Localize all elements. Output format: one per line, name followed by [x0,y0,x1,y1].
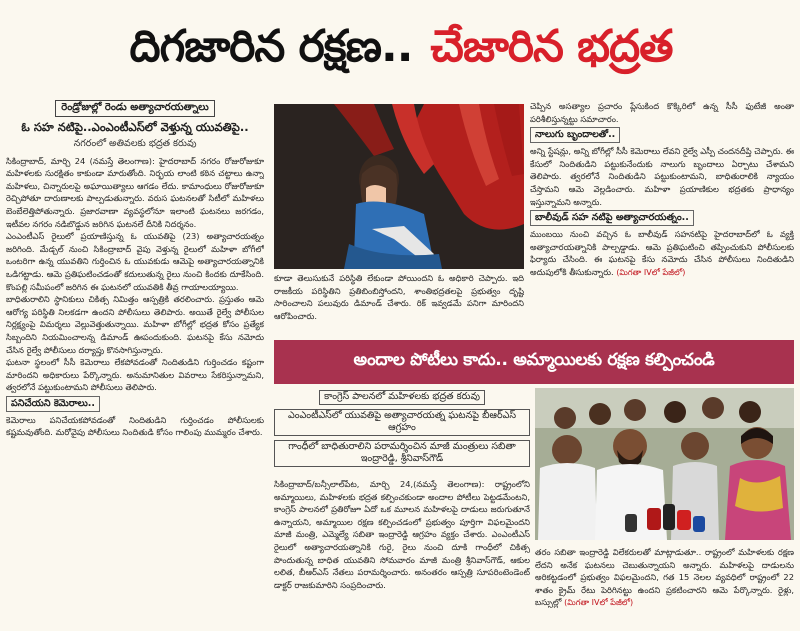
story-decks [274,390,530,472]
right-article [530,100,794,338]
headline [6,4,796,100]
deck-line: కాంగ్రెస్ పాలనలో మహిళలకు భద్రత కరువు [274,390,530,405]
headline-part1: దిగజారిన రక్షణ.. [129,21,413,72]
left-closing: కెమెరాలు పనిచేయకపోవడంతో నిందితుడిని గుర్తించడం పోలీసులకు కష్టమవుతోంది. మరోవైపు పోలీసులు నిందితుడి కోసం గాలింపు ముమ్మరం చేశారు. [6,414,264,438]
left-kicker [6,100,264,151]
rightbottom-text: తరం సబితా ఇంద్రారెడ్డి విలేకరులతో మాట్లాడుతూ.. రాష్ట్రంలో మహిళలకు రక్షణ లేదని అనేక ఘటనలు చెబుతున్నాయని అన్నారు. మహిళలపై దాడులను అరికట్టడంలో ప్రభుత్వం విఫలమైందని, గత 15 నెలల వ్యవధిలో రాష్ట్రంలో 22 శాతం క్రైమ్ రేటు పెరిగినట్టు ఉందని ప్రకటించారని ఆమె పేర్కొన్నారు. రైళ్లు, బస్సుల్లో [535,547,794,608]
right-subhead: బాలీవుడ్ సహ నటిపై అత్యాచారయత్నం.. [530,210,794,226]
right-paragraph: అన్ని స్టేషన్లు, అన్ని బోగీల్లో సీసీ కెమెరాలు లేవని రైల్వే ఎస్పీ చందనదీప్తి చెప్పారు. ఈ కేసులో నిందితుడిని పట్టుకునేందుకు నాలుగు బృందాలు ఏర్పాటు చేశామని తెలిపారు. త్వరలోనే నిందితుడిని పట్టుకుంటామని, బాధితురాలికి న్యాయం చేస్తామని ఆమె వెల్లడించారు. మహిళా ప్రయాణికుల భద్రతకు ప్రాధాన్యం ఇస్తున్నామని అన్నారు. [530,146,794,207]
continued-tag: (మిగతా IVలో పేజీలో) [616,267,686,277]
left-paragraph: ఘటనా స్థలంలో సీసీ కెమెరాలు లేకపోవడంతో నిందితుడిని గుర్తించడం కష్టంగా మారిందని అధికారులు పేర్కొన్నారు. అనుమానితుల వివరాలు సేకరిస్తున్నామని, త్వరలోనే పట్టుకుంటామని పోలీసులు తెలిపారు. [6,357,264,393]
midbottom-text: సికింద్రాబాద్/బన్సీలాల్‌పేట, మార్చి 24,(నమస్తే తెలంగాణ): రాష్ట్రంలోని అమ్మాయిలు, మహిళలకు భద్రత కల్పించకుండా అందాల పోటీలు పెట్టడమేంటని, కాంగ్రెస్ పాలనలో ప్రతిరోజూ ఏదో ఒక మూలన మహిళలపై దాడులు జరుగుతూనే ఉన్నాయని, అమ్మాయిల రక్షణ కల్పించడంలో ప్రభుత్వం పూర్తిగా విఫలమైందని మాజీ మంత్రి, ఎమ్మెల్యే సబితా ఇంద్రారెడ్డి ఆగ్రహం వ్యక్తం చేశారు. ఎంఎంటీఎస్ రైలులో అత్యాచారయత్నానికి గురై, రైలు నుంచి దూకి గాంధీలో చికిత్స పొందుతున్న బాధిత యువతిని సోమవారం మాజీ మంత్రి శ్రీనివాస్‌గౌడ్, ఆకుల లలిత, బీఆర్ఎస్ నేతలు పరామర్శించారు. అనంతరం ఆస్పత్రి సూపరింటెండెంట్ డాక్టర్ రాజకుమారిని సంప్రదించారు. [274,479,530,590]
left-paragraph: బాధితురాలిని స్థానికులు చికిత్స నిమిత్తం ఆస్పత్రికి తరలించారు. ప్రస్తుతం ఆమె ఆరోగ్య పరిస్థితి నిలకడగా ఉందని పోలీసులు తెలిపారు. అయితే రైల్వే పోలీసుల నిర్లక్ష్యంపై విమర్శలు వెల్లువెత్తుతున్నాయి. మహిళా బోగీల్లో భద్రత కోసం ప్రత్యేక సిబ్బందిని నియమించాలన్న డిమాండ్ ఊపందుకుంది. ఘటనపై కేసు నమోదు చేసిన రైల్వే పోలీసులు దర్యాప్తు కొనసాగిస్తున్నారు. [6,294,264,355]
section-banner [274,340,794,384]
continued-tag: (మిగతా IVలో పేజీలో) [564,598,634,608]
kicker-sub: నగరంలో అతివలకు భద్రత కరువు [73,137,197,149]
press-conference-photo-icon [535,388,794,540]
left-paragraph: సికింద్రాబాద్, మార్చి 24 (నమస్తే తెలంగాణ): హైదరాబాద్ నగరం రోజురోజుకూ మహిళలకు సురక్షితం కాకుండా మారుతోంది. నిర్భయ లాంటి కఠిన చట్టాలు ఉన్నా మహిళలు, చిన్నారులపై అఘాయిత్యాలు ఆగడం లేదు. కామాంధులు రోజురోజుకూ రెచ్చిపోతూ దారుణాలకు పాల్పడుతున్నారు. వరుస ఘటనలతో సిటీలో మహిళలు బెంబేలెత్తిపోతున్నారు. ప్రజారవాణా వ్యవస్థలోనూ ఇలాంటి ఘటనలు జరగడం, ఇటీవల నగరం నడిబొడ్డున జరిగిన ఘటనలే దీనికి నిదర్శనం. [6,155,264,229]
rightbottom-article [535,546,794,628]
right-paragraph: ముంబయి నుంచి వచ్చిన ఓ బాలీవుడ్ సహనటిపై హైదరాబాద్‌లో ఓ వ్యక్తి అత్యాచారయత్నానికి పాల్పడ్డాడు. ఆమె ప్రతిఘటించి తప్పించుకుని పోలీసులకు ఫిర్యాదు చేసింది. ఈ ఘటనపై కేసు నమోదు చేసిన పోలీసులు నిందితుడిని అదుపులోకి తీసుకున్నారు. (మిగతా IVలో పేజీలో) [530,229,794,277]
left-paragraph: ఎంఎంటీఎస్ రైలులో ప్రయాణిస్తున్న ఓ యువతిపై (23) అత్యాచారయత్నం జరిగింది. మేడ్చల్ నుంచి సికింద్రాబాద్ వైపు వెళ్తున్న రైలులో మహిళా బోగీలో ఒంటరిగా ఉన్న యువతిని గుర్తించిన ఓ యువకుడు ఆమెపై అత్యాచారయత్నానికి ఒడిగట్టాడు. ఆమె ప్రతిఘటించడంతో కదులుతున్న రైలు నుంచి కిందకు దూకేసింది. కొంపల్లి సమీపంలో జరిగిన ఈ ఘటనలో యువతికి తీవ్ర గాయాలయ్యాయి. [6,231,264,292]
deck-line: గాంధీలో బాధితురాలిని పరామర్శించిన మాజీ మంత్రులు సబితా ఇంద్రారెడ్డి, శ్రీనివాస్‌గౌడ్ [274,440,530,467]
midtop-text: కూడా తెలుసుకునే పరిస్థితి లేకుండా పోయిందని ఓ అధికారి చెప్పారు. ఇది రాజకీయ పరిస్థితిని ప్రతిబింబిస్తోందని, శాంతిభద్రతలపై ప్రభుత్వం దృష్టి సారించాలని పలువురు డిమాండ్ చేశారు. రిక్ ఇవ్వడమే పనిగా మారిందని ఆరోపించారు. [274,273,524,321]
victim-silhouette-illustration-icon [274,104,524,269]
right-subhead: నాలుగు బృందాలతో.. [530,127,794,143]
kicker-boxed: రెండ్రోజుల్లో రెండు అత్యాచారయత్నాలు [55,100,214,117]
banner-title: అందాల పోటీలు కాదు.. అమ్మాయిలకు రక్షణ కల్పించండి [353,350,715,370]
deck-line: ఎంఎంటీఎస్‌లో యువతిపై అత్యాచారయత్న ఘటనపై బీఆర్ఎస్ ఆగ్రహం [274,409,530,436]
kicker-main: ఓ సహ నటిపై..ఎంఎంటీఎస్‌లో వెళ్తున్న యువతిపై.. [21,119,249,134]
left-subhead: పనిచేయని కెమెరాలు.. [6,396,264,412]
left-article [6,100,264,628]
right-paragraph: చెప్పిన అసత్యాల ప్రచారం ప్లేసుకింద కొక్కిరిలో ఉన్న సీసీ ఫుటేజీ అంతా పరిశీలిస్తున్నట్టు సమాచారం. [530,101,794,124]
headline-part2: చేజారిన భద్రత [430,21,673,72]
